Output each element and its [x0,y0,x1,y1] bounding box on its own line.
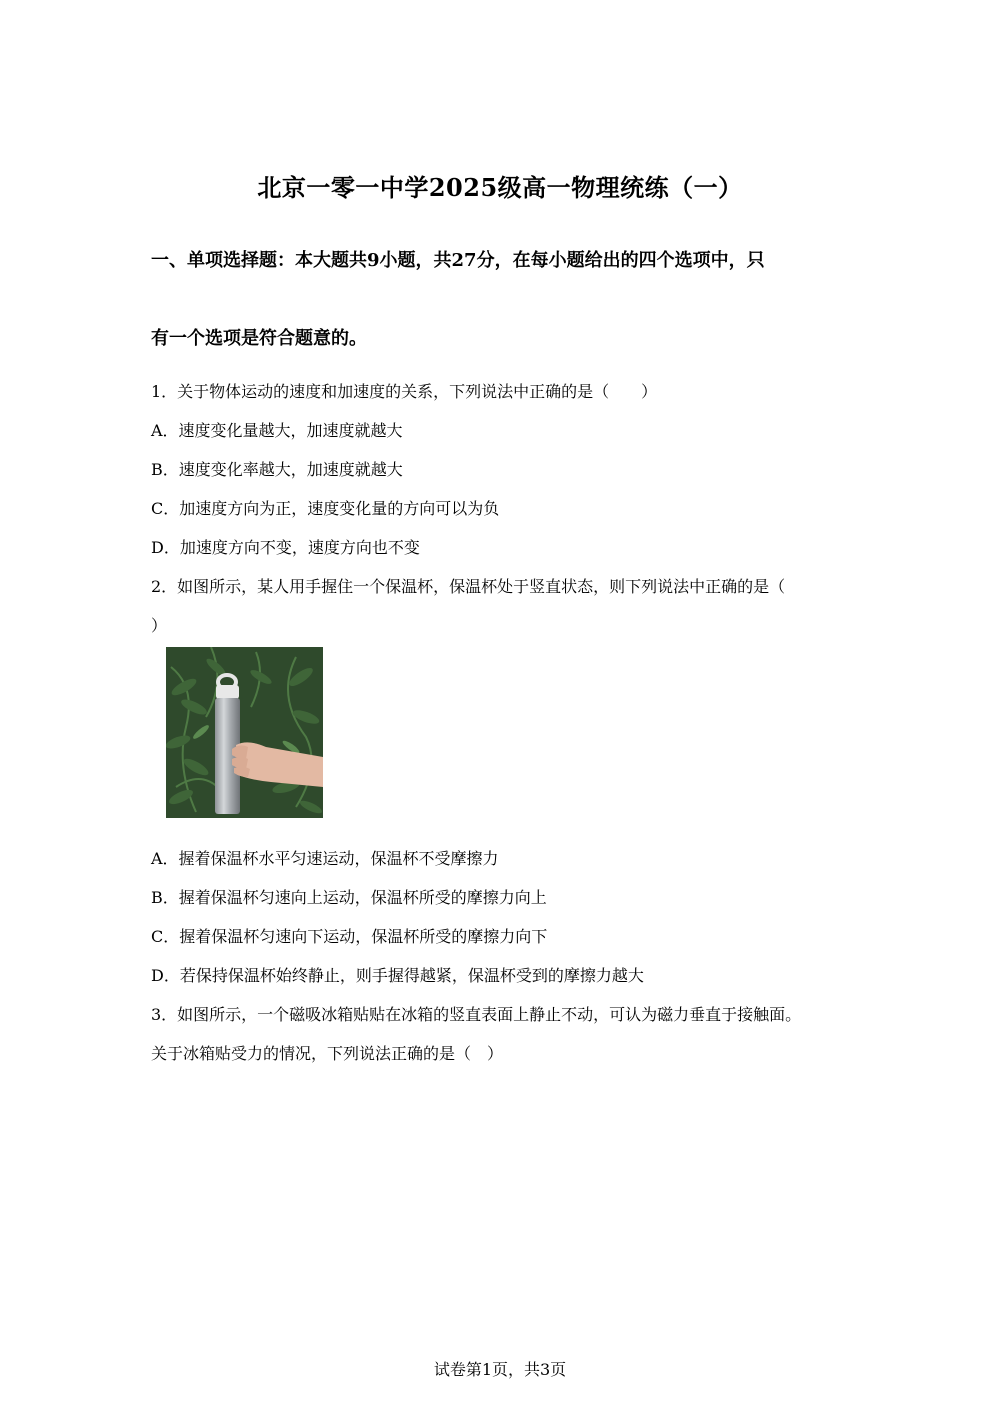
question-2-option-b: B．握着保温杯匀速向上运动，保温杯所受的摩擦力向上 [151,888,547,907]
thermos-photo [166,647,323,818]
question-1-option-c: C．加速度方向为正，速度变化量的方向可以为负 [151,499,500,518]
page-title: 北京一零一中学2025级高一物理统练（一） [257,173,743,202]
section-heading-line-1: 一、单项选择题：本大题共9小题，共27分，在每小题给出的四个选项中，只 [151,250,765,271]
question-2-option-c: C．握着保温杯匀速向下运动，保温杯所受的摩擦力向下 [151,927,548,946]
question-2-stem-line-2: ） [151,616,168,635]
question-1-option-d: D．加速度方向不变，速度方向也不变 [151,538,420,557]
question-1-option-b: B．速度变化率越大，加速度就越大 [151,460,403,479]
question-2-stem-line-1: 2．如图所示，某人用手握住一个保温杯，保温杯处于竖直状态，则下列说法中正确的是（ [151,577,786,596]
section-heading-line-2: 有一个选项是符合题意的。 [151,328,367,349]
question-3-stem-line-1: 3．如图所示，一个磁吸冰箱贴贴在冰箱的竖直表面上静止不动，可认为磁力垂直于接触面。 [151,1005,802,1024]
question-1-stem: 1．关于物体运动的速度和加速度的关系，下列说法中正确的是（ ） [151,382,658,401]
question-3-stem-line-2: 关于冰箱贴受力的情况，下列说法正确的是（ ） [151,1044,504,1063]
question-1-option-a: A．速度变化量越大，加速度就越大 [151,421,403,440]
page-footer: 试卷第1页，共3页 [433,1360,567,1379]
question-2-option-d: D．若保持保温杯始终静止，则手握得越紧，保温杯受到的摩擦力越大 [151,966,644,985]
question-2-option-a: A．握着保温杯水平匀速运动，保温杯不受摩擦力 [151,849,499,868]
